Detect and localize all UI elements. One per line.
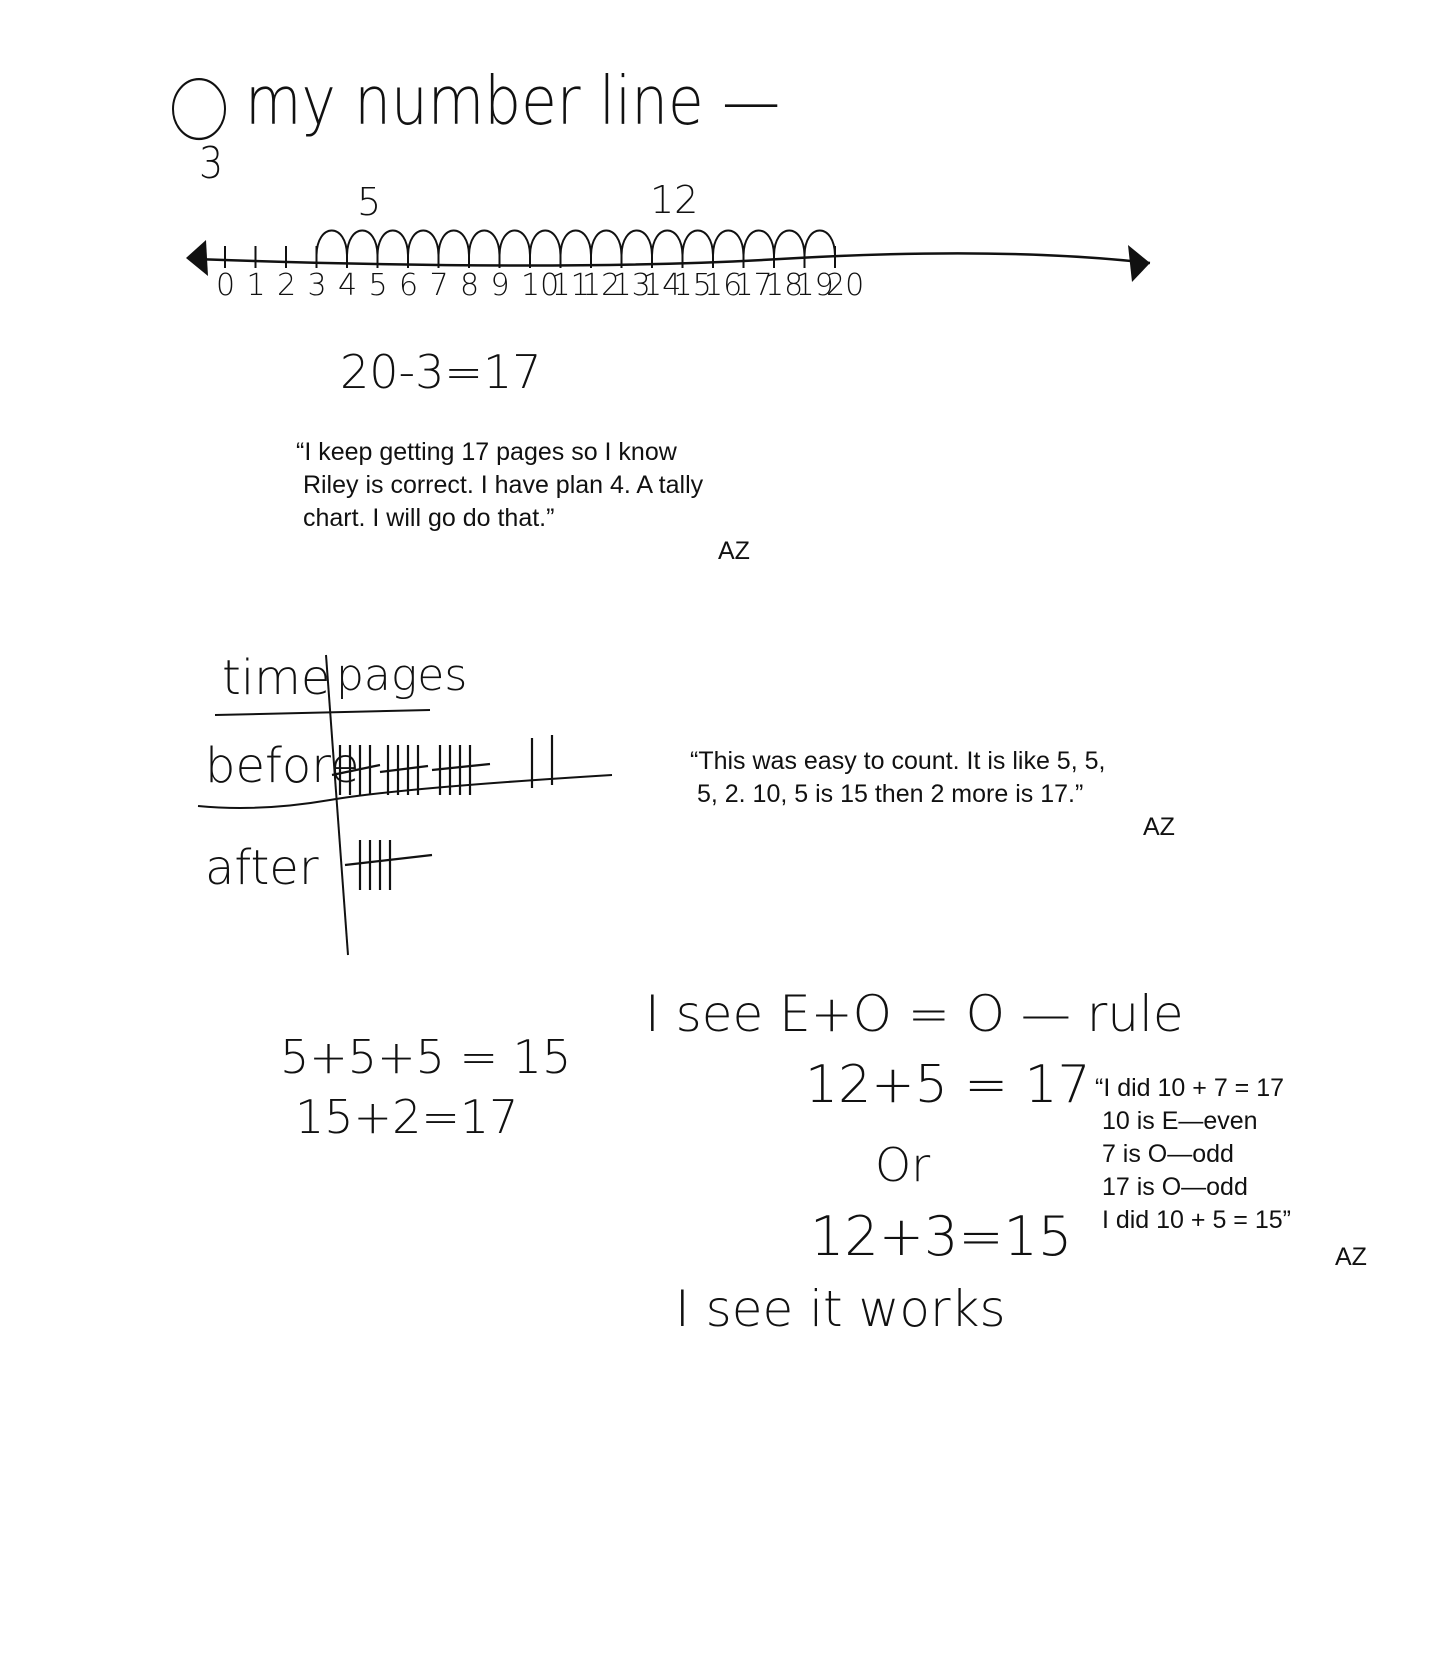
tick-label-2: 2 <box>277 268 297 303</box>
tick-label-16: 16 <box>704 268 743 303</box>
tick-label-3: 3 <box>307 268 327 303</box>
tick-label-5: 5 <box>368 268 388 303</box>
tick-label-6: 6 <box>399 268 419 303</box>
problem-number: 3 <box>172 78 226 140</box>
tick-label-8: 8 <box>460 268 480 303</box>
subtraction-equation: 20-3=17 <box>340 345 542 399</box>
sum-line-2: 15+2=17 <box>295 1090 519 1144</box>
tick-label-1: 1 <box>246 268 266 303</box>
rule-or: Or <box>875 1138 931 1192</box>
rule-heading: I see E+O = O — rule <box>645 985 1184 1043</box>
jump-label-12: 12 <box>650 178 699 222</box>
tick-label-14: 14 <box>643 268 682 303</box>
quote-2-initials: AZ <box>1143 813 1175 841</box>
page-title: my number line — <box>245 62 781 141</box>
tick-label-4: 4 <box>338 268 358 303</box>
table-header-pages: pages <box>336 650 468 701</box>
sum-line-1: 5+5+5 = 15 <box>280 1030 572 1084</box>
tick-label-11: 11 <box>551 268 590 303</box>
tick-label-18: 18 <box>765 268 804 303</box>
jump-label-5: 5 <box>357 180 382 224</box>
tick-label-13: 13 <box>612 268 651 303</box>
tick-label-10: 10 <box>521 268 560 303</box>
table-header-time: time <box>222 650 331 706</box>
tick-label-0: 0 <box>216 268 236 303</box>
tick-label-12: 12 <box>582 268 621 303</box>
rule-equation-2: 12+3=15 <box>810 1205 1073 1268</box>
rule-conclusion: I see it works <box>675 1280 1006 1338</box>
tick-label-9: 9 <box>490 268 510 303</box>
quote-2: “This was easy to count. It is like 5, 5, 5, 2. 10, 5 is 15 then 2 more is 17.” <box>690 747 1106 808</box>
quote-3-initials: AZ <box>1335 1243 1367 1271</box>
row-label-after: after <box>205 840 319 896</box>
quote-1-initials: AZ <box>718 537 750 565</box>
row-label-before: before <box>205 738 360 794</box>
quote-3: “I did 10 + 7 = 17 10 is E—even 7 is O—odd 17 is O—odd I did 10 + 5 = 15” <box>1095 1074 1291 1234</box>
tick-label-19: 19 <box>795 268 834 303</box>
tally-before-marks <box>332 735 552 795</box>
tick-label-15: 15 <box>673 268 712 303</box>
rule-equation-1: 12+5 = 17 <box>805 1055 1091 1115</box>
tick-label-7: 7 <box>429 268 449 303</box>
tick-label-20: 20 <box>826 268 865 303</box>
tally-after-marks <box>345 840 432 890</box>
quote-1: “I keep getting 17 pages so I know Riley is correct. I have plan 4. A tally chart. I will go do that.” <box>296 438 704 532</box>
tick-label-17: 17 <box>734 268 773 303</box>
